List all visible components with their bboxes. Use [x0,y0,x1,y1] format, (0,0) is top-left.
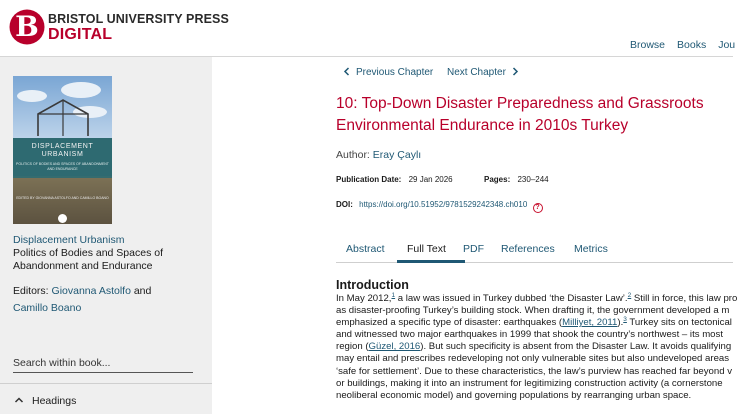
author-label: Author: [336,149,370,161]
chevron-right-icon [511,67,519,76]
section-heading: Introduction [336,278,409,292]
cover-editors: EDITED BY GIOVANNA ASTOLFO AND CAMILLO BOANO [16,196,109,200]
text-line: In May 2012,$^1$ a law was issued in Turkey dubbed ‘the Disaster Law’.$^2$ Still in force, this law pro [336,292,738,304]
nav-browse[interactable]: Browse [630,39,666,51]
brand-line1: BRISTOL UNIVERSITY PRESS [48,12,229,26]
search-within-book-input[interactable] [13,353,193,373]
cover-structure-icon [33,96,93,136]
cover-title: DISPLACEMENT URBANISM [31,143,94,159]
pub-date-value: 29 Jan 2026 [408,175,453,184]
citation-link[interactable]: Milliyet, 2011 [562,317,618,329]
tab-full-text[interactable]: Full Text [407,243,446,255]
pages-value: 230–244 [517,175,549,184]
publisher-mark-icon [58,214,67,223]
text-line: region (Güzel, 2016). But such specificity is absent from the Disaster Law. It avoids qualifying [336,341,732,353]
book-title-link[interactable]: Displacement Urbanism [13,234,125,246]
book-editors [13,283,203,317]
sidebar [0,57,212,414]
chapter-doi [336,200,543,213]
editors-label: Editors: [13,285,49,297]
editors-and: and [133,285,152,297]
text-line: as disaster-proofing Turkey’s building stock. When drafting it, the government developed a m [336,305,730,317]
chapter-title: 10: Top-Down Disaster Preparedness and Grassroots Environmental Endurance in 2010s Turkey [336,95,704,134]
text-line: may entail and prescribes redeveloping not only vulnerable sites but also undeveloped areas [336,353,730,365]
editor-link-astolfo[interactable]: Giovanna Astolfo [51,285,131,297]
text-line: ‘safe for settlement’. Due to these characteristics, the law’s purview has reached far beyond v [336,365,733,377]
footnote-ref[interactable]: 1 [391,292,396,299]
book-title-block [13,234,203,273]
active-tab-indicator [397,260,465,263]
help-icon[interactable]: ? [533,203,543,213]
publication-date [336,175,453,184]
tab-pdf[interactable]: PDF [463,243,484,255]
tab-abstract[interactable]: Abstract [346,243,385,255]
text-line: neoliberal economic model) and governing populations by rearranging urban space. [336,389,692,401]
bristol-logo-icon[interactable] [9,9,45,45]
headings-label: Headings [32,395,77,407]
book-subtitle: Politics of Bodies and Spaces of Abandonment and Endurance [13,247,164,272]
text-line: emphasized a specific type of disaster: earthquakes (Milliyet, 2011).$^3$ Turkey sits on tectonical [336,316,732,329]
chevron-left-icon [343,67,351,76]
chapter-author [336,149,421,161]
next-chapter-link[interactable]: Next Chapter [447,67,519,78]
footnote-ref[interactable]: 2 [627,292,632,299]
brand-line2: DIGITAL [48,25,113,43]
citation-link[interactable]: Güzel, 2016 [368,341,421,353]
headings-toggle[interactable] [0,383,212,414]
nav-books[interactable]: Books [677,39,707,51]
author-link[interactable]: Eray Çaylı [372,149,422,161]
chapter-body-text [336,292,738,402]
tab-references[interactable]: References [501,243,555,255]
text-line: and witnessed two major earthquakes in 1999 that shook the country’s northwest – its most [336,329,723,341]
logo-letter: B [15,10,39,43]
editor-link-boano[interactable]: Camillo Boano [13,302,82,314]
brand-wordmark[interactable] [48,13,229,43]
footnote-ref[interactable]: 3 [623,316,627,324]
pages-label: Pages: [484,175,511,184]
page-range [484,175,549,184]
doi-label: DOI: [336,200,353,209]
pub-date-label: Publication Date: [336,175,402,184]
nav-journals[interactable]: Jou [718,39,736,51]
doi-link[interactable]: https://doi.org/10.51952/9781529242348.ch010 [359,200,528,209]
tab-metrics[interactable]: Metrics [574,243,608,255]
text-line: or buildings, making it into an instrument for legitimizing construction activity (a cornerstone [336,377,723,389]
previous-chapter-link[interactable]: Previous Chapter [343,67,433,78]
cover-subtitle: POLITICS OF BODIES AND SPACES OF ABANDONMENT AND ENDURANCE [16,162,109,171]
book-cover[interactable] [13,76,112,224]
chevron-up-icon [14,395,24,405]
top-nav [630,39,747,51]
site-header [0,0,736,57]
content-tabs [336,233,733,263]
